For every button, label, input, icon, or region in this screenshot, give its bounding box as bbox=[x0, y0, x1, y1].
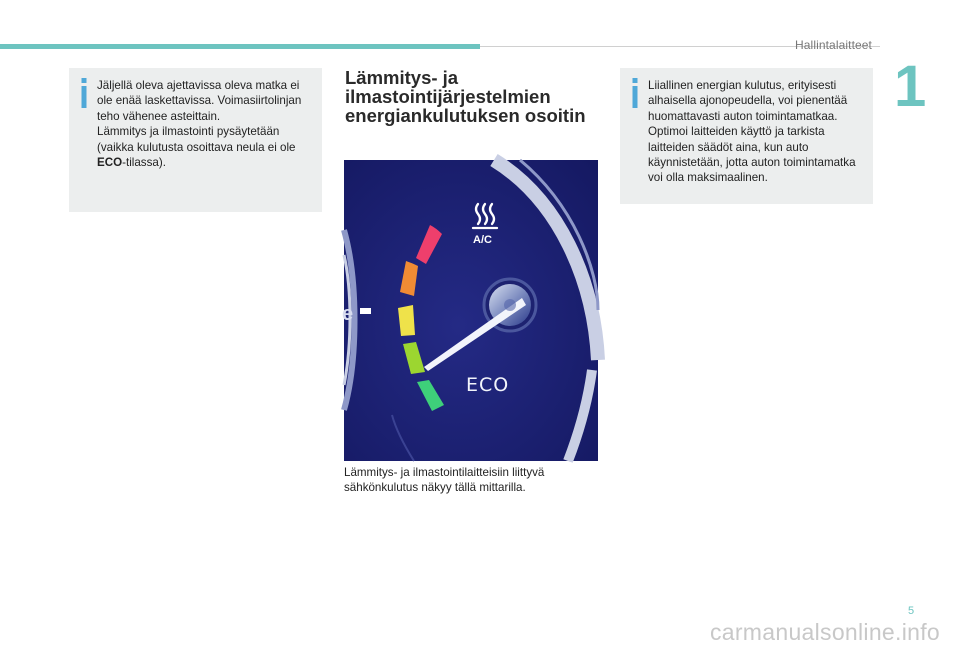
eco-label: ECO bbox=[466, 374, 510, 396]
note-line: Lämmitys ja ilmastointi pysäytetään bbox=[97, 125, 280, 139]
note-line: Liiallinen energian kulutus, erityisesti bbox=[648, 79, 837, 92]
page-number: 5 bbox=[908, 605, 915, 617]
note-line: huomattavasti auton toimintamatkaa. bbox=[648, 109, 838, 123]
info-note-left bbox=[69, 68, 322, 212]
note-line: alhaisella ajonopeudella, voi pienentää bbox=[648, 94, 848, 108]
energy-consumption-gauge bbox=[344, 160, 598, 461]
note-line: ECO-tilassa). bbox=[97, 156, 166, 170]
gauge-caption: Lämmitys- ja ilmastointilaitteisiin liittyvä sähkönkulutus näkyy tällä mittarilla. bbox=[344, 466, 545, 495]
eco-mode-term: ECO bbox=[97, 156, 123, 170]
chapter-number: 1 bbox=[894, 54, 927, 119]
info-note-right bbox=[620, 68, 873, 204]
note-line: Jäljellä oleva ajettavissa oleva matka ei bbox=[97, 79, 300, 92]
section-title: Hallintalaitteet bbox=[795, 38, 872, 52]
info-icon bbox=[79, 78, 89, 108]
note-line: laitteiden säädöt aina, kun auto bbox=[648, 140, 809, 154]
page-heading: Lämmitys- ja ilmastointijärjestelmien energiankulutuksen osoitin bbox=[345, 67, 586, 126]
note-line: ole enää laskettavissa. Voimasiirtolinjan bbox=[97, 94, 302, 108]
note-line: teho vähenee asteittain. bbox=[97, 109, 221, 123]
note-line: (vaikka kulutusta osoittava neula ei ole bbox=[97, 140, 296, 154]
note-line: käynnistetään, jotta auton toimintamatka bbox=[648, 156, 856, 170]
ac-label: A/C bbox=[473, 234, 492, 246]
header-accent-bar bbox=[0, 44, 480, 49]
note-line: voi olla maksimaalinen. bbox=[648, 171, 768, 185]
watermark: carmanualsonline.info bbox=[709, 619, 940, 645]
note-line: Optimoi laitteiden käyttö ja tarkista bbox=[648, 125, 825, 139]
info-icon bbox=[630, 78, 640, 108]
svg-text:e: e bbox=[342, 303, 354, 325]
